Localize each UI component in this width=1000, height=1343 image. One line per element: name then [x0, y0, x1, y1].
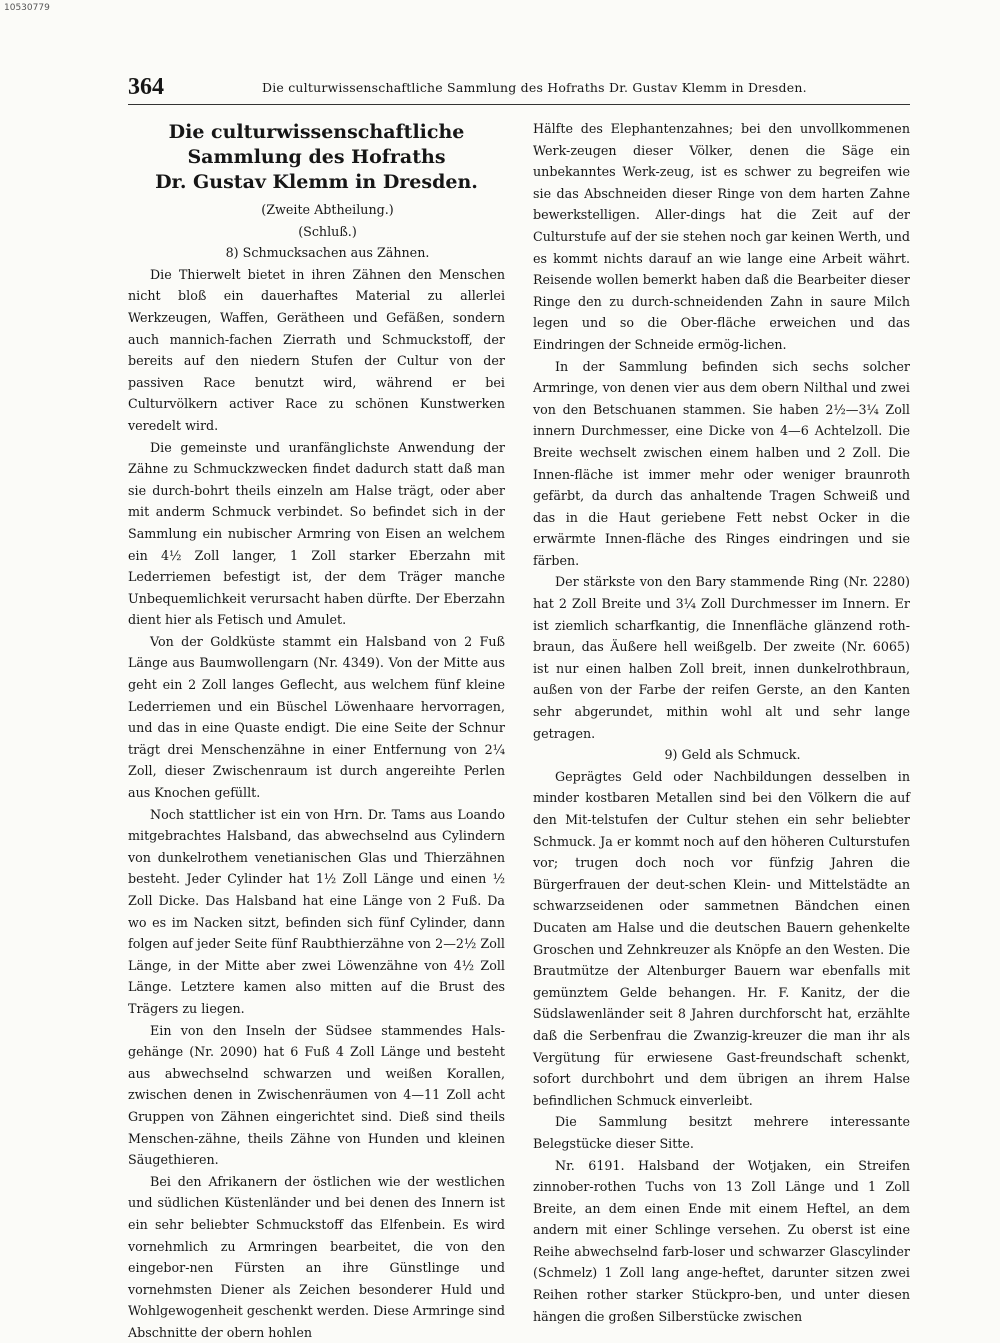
article-title-line-1: Die culturwissenschaftliche Sammlung des Hofraths [168, 121, 465, 168]
paragraph: Von der Goldküste stammt ein Halsband von 2 Fuß Länge aus Baumwollengarn (Nr. 4349). Von der Mitte aus geht ein 2 Zoll langes Geflecht, aus welchem fünf kleine Lederriemen und ein Büschel Löwenhaare hervorragen, und das in eine Quaste endigt. Die eine Seite der Schnur trägt drei Menschenzähne in einer Entfernung von 2¼ Zoll, dieser Zwischenraum ist durch angereihte Perlen aus Knochen gefüllt. [128, 633, 505, 801]
right-column [533, 118, 910, 1324]
paragraph: Der stärkste von den Bary stammende Ring (Nr. 2280) hat 2 Zoll Breite und 3¼ Zoll Durchmesser im Innern. Er ist ziemlich scharfkantig, die Innenfläche glänzend roth-braun, das Äußere hell weißgelb. Der zweite (Nr. 6065) ist nur einen halben Zoll breit, innen dunkelrothbraun, außen von der Farbe der reifen Gerste, an den Kanten sehr abgerundet, mithin wohl alt und sehr lange getragen. [533, 574, 910, 741]
paragraph-continued: Hälfte des Elephantenzahnes; bei den unvollkommenen Werk-zeugen dieser Völker, denen die Säge ein unbekanntes Werk-zeug, ist es schwer zu begreifen wie sie das Abschneiden dieser Ringe von dem harten Zahne bewerkstelligen. Aller-dings hat die Zeit auf der Culturstufe auf der sie stehen noch gar keinen Werth, und es kommt nichts darauf an wie lange eine Arbeit währt. Reisende wollen bemerkt haben daß die Bearbeiter dieser Ringe den zu durch-schneidenden Zahn in saure Milch legen und so die Ober-fläche erweichen und das Eindringen der Schneide ermög-lichen. [533, 121, 910, 352]
conclusion-note: (Schluß.) [298, 223, 357, 239]
paragraph: In der Sammlung befinden sich sechs solcher Armringe, von denen vier aus dem obern Nilthal und zwei von den Betschuanen stammen. Sie haben 2½—3¼ Zoll innern Durchmesser, eine Dicke von 4—6 Achtelzoll. Die Breite wechselt zwischen einem halben und 2 Zoll. Die Innen-fläche ist immer mehr oder weniger braunroth gefärbt, da durch das anhaltende Tragen Schweiß und das in die Haut geriebene Fett nebst Ocker in die erwärmte Innen-fläche des Ringes eindringen und sie färben. [533, 358, 910, 568]
paragraph: Bei den Afrikanern der östlichen wie der westlichen und südlichen Küstenländer und bei denen des Innern ist ein sehr beliebter Schmuckstoff das Elfenbein. Es wird vornehmlich zu Armringen bearbeitet, die von den eingebor-nen Fürsten an ihre Günstlinge und vornehmsten Diener als Zeichen besonderer Huld und Wohlgewogenheit geschenkt werden. Diese Armringe sind Abschnitte der obern hohlen [128, 1173, 505, 1340]
paragraph: Ein von den Inseln der Südsee stammendes Hals-gehänge (Nr. 2090) hat 6 Fuß 4 Zoll Länge und besteht aus abwechselnd schwarzen und weißen Korallen, zwischen denen in Zwischenräumen von 4—11 Zoll acht Gruppen von Zähnen eingerichtet sind. Dieß sind theils Menschen-zähne, theils Zähne von Hunden und kleinen Säugethieren. [128, 1022, 505, 1168]
section-heading-9: 9) Geld als Schmuck. [664, 747, 801, 763]
header-rule [128, 104, 910, 105]
paragraph: Die Thierwelt bietet in ihren Zähnen den Menschen nicht bloß ein dauerhaftes Material zu allerlei Werkzeugen, Waffen, Gerätheen und Gefäßen, sondern auch mannich-fachen Zierrath und Schmuckstoff, der bereits auf den niedern Stufen der Cultur von der passiven Race benutzt wird, während er bei Culturvölkern activer Race zu schönen Kunstwerken veredelt wird. [128, 266, 505, 433]
page-number: 364 [128, 74, 164, 100]
left-column [128, 118, 505, 1340]
paragraph: Noch stattlicher ist ein von Hrn. Dr. Tams aus Loando mitgebrachtes Halsband, das abwechselnd aus Cylindern von dunkelrothem venetianischen Glas und Thierzähnen besteht. Jeder Cylinder hat 1½ Zoll Länge und einen ½ Zoll Dicke. Das Halsband hat eine Länge von 2 Fuß. Da wo es im Nacken sitzt, befinden sich fünf Cylinder, dann folgen auf jeder Seite fünf Raubthierzähne von 2—2½ Zoll Länge, in der Mitte aber zwei Löwenzähne von 4½ Zoll Länge. Letztere kamen also mitten auf die Brust des Trägers zu liegen. [128, 806, 505, 1016]
paragraph: Geprägtes Geld oder Nachbildungen desselben in minder kostbaren Metallen sind bei den Völkern die auf den Mit-telstufen der Cultur stehen ein sehr beliebter Schmuck. Ja er kommt noch auf den höheren Culturstufen vor; trugen doch noch vor fünfzig Jahren die Bürgerfrauen der deut-schen Klein- und Mittelstädte an schwarzseidenen oder sammetnen Bändchen einen Ducaten am Halse und die deutschen Bauern gehenkelte Groschen und Zehnkreuzer als Knöpfe an den Westen. Die Brautmütze der Altenburger Bauern war ebenfalls mit gemünztem Gelde behangen. Hr. F. Kanitz, der die Südslawenländer seit 8 Jahren durchforscht hat, erzählte daß die Serbenfrau die Zwanzig-kreuzer die man ihr als Vergütung für erwiesene Gast-freundschaft schenkt, sofort durchbohrt und dem übrigen an ihrem Halse befindlichen Schmuck einverleibt. [533, 768, 910, 1108]
article-title [128, 120, 505, 195]
scan-id: 10530779 [4, 3, 50, 13]
running-title: Die culturwissenschaftliche Sammlung des Hofraths Dr. Gustav Klemm in Dresden. [262, 80, 807, 95]
article-subtitle: (Zweite Abtheilung.) [261, 202, 394, 217]
article-title-line-2: Dr. Gustav Klemm in Dresden. [155, 171, 478, 193]
section-heading-8: 8) Schmucksachen aus Zähnen. [225, 245, 430, 261]
paragraph: Die gemeinste und uranfänglichste Anwendung der Zähne zu Schmuckzwecken findet dadurch statt daß man sie durch-bohrt theils einzeln am Halse trägt, oder aber mit anderm Schmuck verbindet. So befindet sich in der Sammlung ein nubischer Armring von Eisen an welchem ein 4½ Zoll langer, 1 Zoll starker Eberzahn mit Lederriemen befestigt ist, der dem Träger manche Unbequemlichkeit verursacht haben dürfte. Der Eberzahn dient hier als Fetisch und Amulet. [128, 439, 505, 628]
paragraph: Nr. 6191. Halsband der Wotjaken, ein Streifen zinnober-rothen Tuchs von 13 Zoll Länge und 1 Zoll Breite, an dem einen Ende mit einem Heftel, an dem andern mit einer Schlinge versehen. Zu oberst ist eine Reihe abwechselnd farb-loser und schwarzer Glascylinder (Schmelz) 1 Zoll lang ange-heftet, darunter sitzen zwei Reihen rother starker Stückpro-ben, und unter diesen hängen die großen Silberstücke zwischen [533, 1157, 910, 1324]
paragraph: Die Sammlung besitzt mehrere interessante Belegstücke dieser Sitte. [533, 1114, 910, 1151]
